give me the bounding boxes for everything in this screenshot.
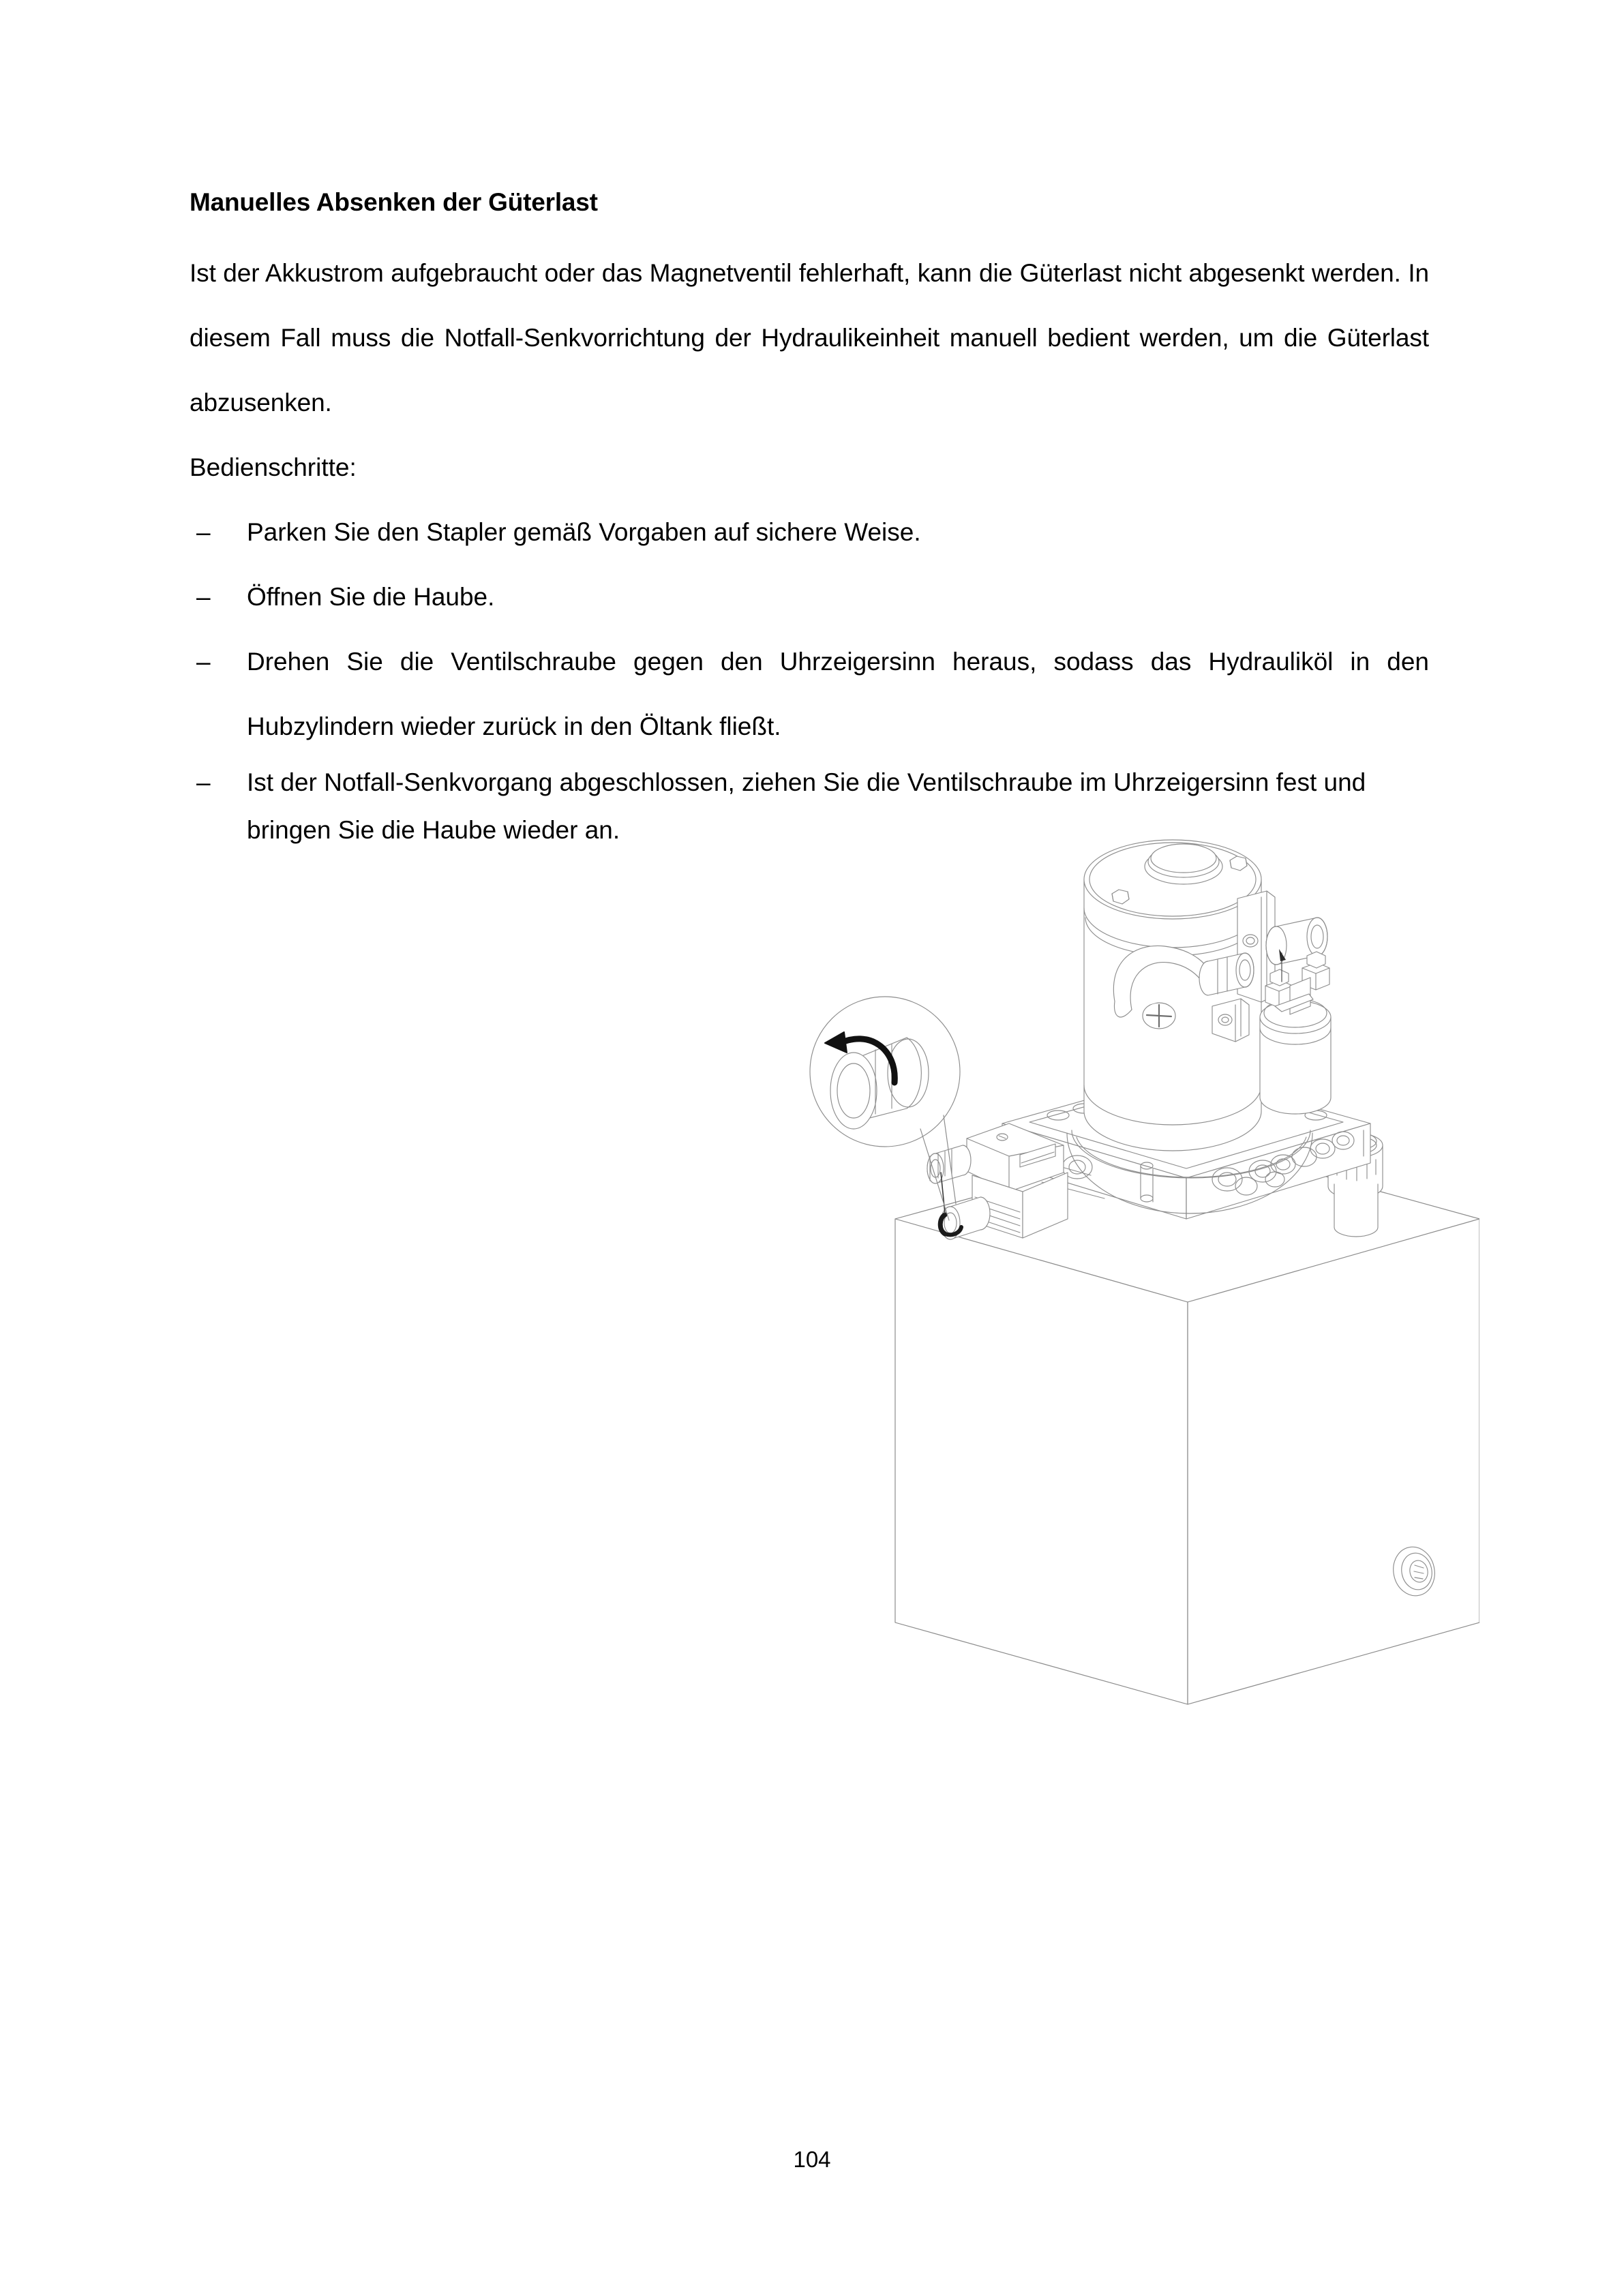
list-item-text: Parken Sie den Stapler gemäß Vorgaben auf sichere Weise. bbox=[247, 518, 921, 547]
list-item bbox=[190, 564, 1429, 629]
list-item-text: Ist der Notfall-Senkvorgang abgeschlossen, ziehen Sie die Ventilschraube im Uhrzeigersinn fest und bringen Sie die Haube wieder an. bbox=[247, 768, 1366, 845]
list-item-text: Drehen Sie die Ventilschraube gegen den Uhrzeigersinn heraus, sodass das Hydrauliköl in den Hubzylindern wieder zurück in den Öltank fließt. bbox=[247, 648, 1429, 741]
bullet-dash-icon: – bbox=[196, 768, 211, 797]
bullet-dash-icon: – bbox=[196, 648, 211, 676]
steps-lead-label: Bedienschritte: bbox=[190, 453, 357, 482]
list-item bbox=[190, 500, 1429, 564]
page-number: 104 bbox=[793, 2147, 831, 2172]
hydraulic-unit-illustration bbox=[805, 777, 1479, 1718]
bullet-dash-icon: – bbox=[196, 518, 211, 547]
list-item bbox=[190, 629, 1429, 759]
valve-connector bbox=[927, 1145, 971, 1183]
page-title: Manuelles Absenken der Güterlast bbox=[190, 188, 598, 216]
oil-filter bbox=[1260, 952, 1331, 1114]
bullet-dash-icon: – bbox=[196, 583, 211, 611]
page-content bbox=[190, 187, 1429, 854]
intro-paragraph: Ist der Akkustrom aufgebraucht oder das Magnetventil fehlerhaft, kann die Güterlast nicht abgesenkt werden. In diesem Fall muss die Notfall-Senkvorrichtung der Hydraulikeinheit manuell bedient werden, um die Güterlast abzusenken. bbox=[190, 259, 1429, 417]
list-item-text: Öffnen Sie die Haube. bbox=[247, 583, 495, 611]
phillips-screw bbox=[1143, 1003, 1175, 1029]
detail-circle bbox=[810, 997, 960, 1147]
solenoid-valve bbox=[927, 1123, 1068, 1239]
